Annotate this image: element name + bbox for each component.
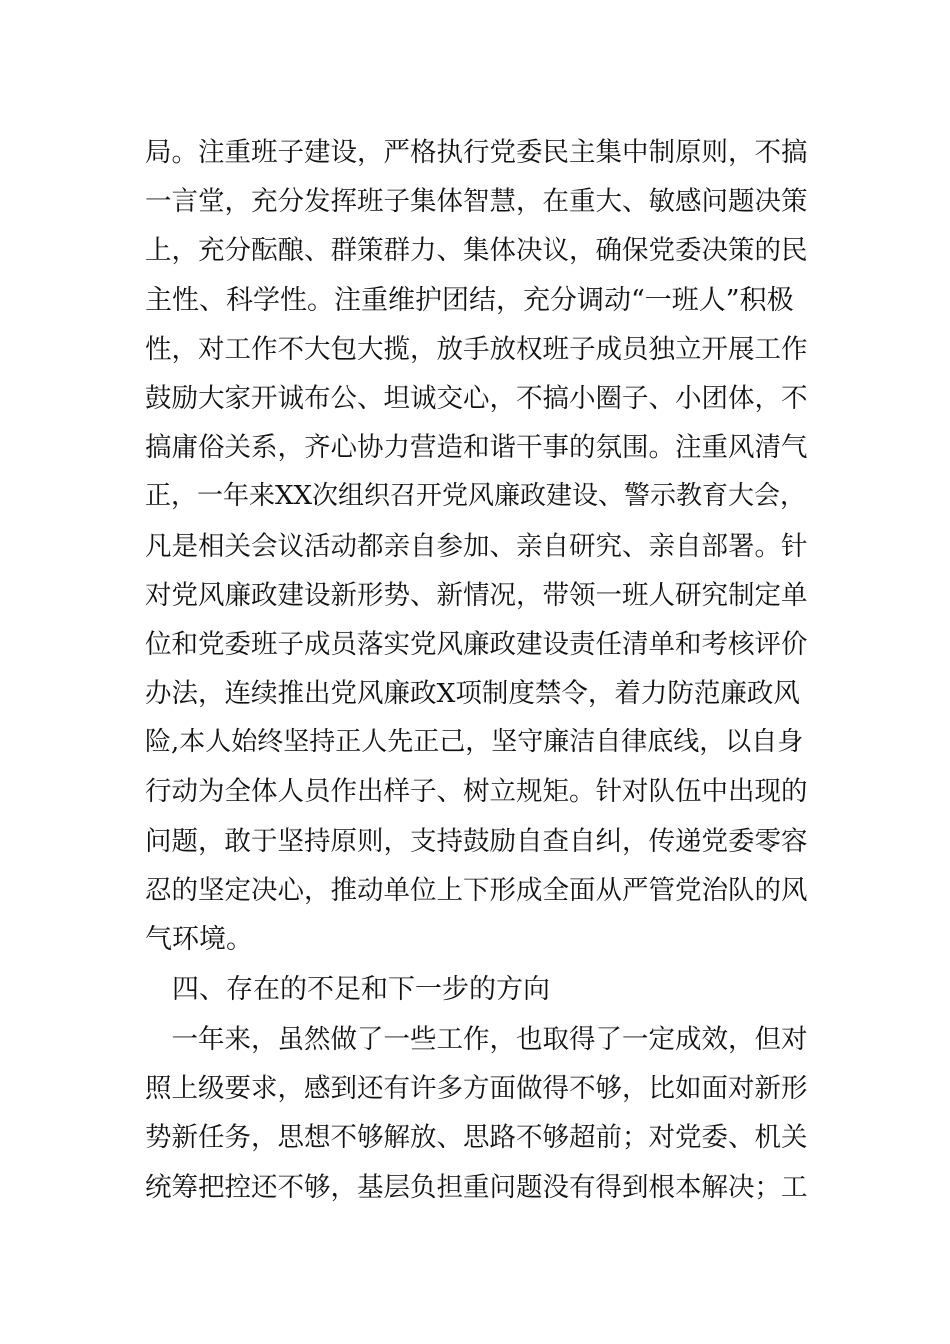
heading-line: 四、存在的不足和下一步的方向 xyxy=(145,974,550,1005)
text-line: 凡是相关会议活动都亲自参加、亲自研究、亲自部署。针 xyxy=(145,530,808,562)
text-line: 对党风廉政建设新形势、新情况，带领一班人研究制定单 xyxy=(145,579,808,611)
text-line: 上，充分酝酿、群策群力、集体决议，确保党委决策的民 xyxy=(145,235,808,267)
paragraph-leadership xyxy=(145,128,810,964)
text-line: 正，一年来XX次组织召开党风廉政建设、警示教育大会， xyxy=(145,481,807,512)
text-line: 位和党委班子成员落实党风廉政建设责任清单和考核评价 xyxy=(145,628,808,660)
paragraph-shortcomings xyxy=(145,1015,810,1212)
text-line: 势新任务，思想不够解放、思路不够超前；对党委、机关 xyxy=(145,1122,808,1154)
text-line: 局。注重班子建设，严格执行党委民主集中制原则，不搞 xyxy=(145,137,808,168)
text-line: 主性、科学性。注重维护团结，充分调动“一班人”积极 xyxy=(145,284,794,316)
text-line: 照上级要求，感到还有许多方面做得不够，比如面对新形 xyxy=(145,1073,808,1105)
text-line: 行动为全体人员作出样子、树立规矩。针对队伍中出现的 xyxy=(145,776,808,808)
text-line: 鼓励大家开诚布公、坦诚交心，不搞小圈子、小团体，不 xyxy=(145,382,808,414)
section-heading xyxy=(145,965,810,1014)
text-line: 性，对工作不大包大揽，放手放权班子成员独立开展工作 xyxy=(145,333,808,365)
text-line: 忍的坚定决心，推动单位上下形成全面从严管党治队的风 xyxy=(145,874,808,906)
text-line: 统筹把控还不够，基层负担重问题没有得到根本解决；工 xyxy=(145,1171,808,1203)
text-line: 一言堂，充分发挥班子集体智慧，在重大、敏感问题决策 xyxy=(145,186,808,218)
text-line: 险,本人始终坚持正人先正己，坚守廉洁自律底线，以自身 xyxy=(145,727,804,758)
text-line: 问题，敢于坚持原则，支持鼓励自查自纠，传递党委零容 xyxy=(145,825,808,857)
text-line: 搞庸俗关系，齐心协力营造和谐干事的氛围。注重风清气 xyxy=(145,432,808,464)
text-line: 一年来，虽然做了一些工作，也取得了一定成效，但对 xyxy=(145,1024,808,1055)
text-line: 办法，连续推出党风廉政X项制度禁令，着力防范廉政风 xyxy=(145,678,800,710)
text-line: 气环境。 xyxy=(145,924,253,955)
